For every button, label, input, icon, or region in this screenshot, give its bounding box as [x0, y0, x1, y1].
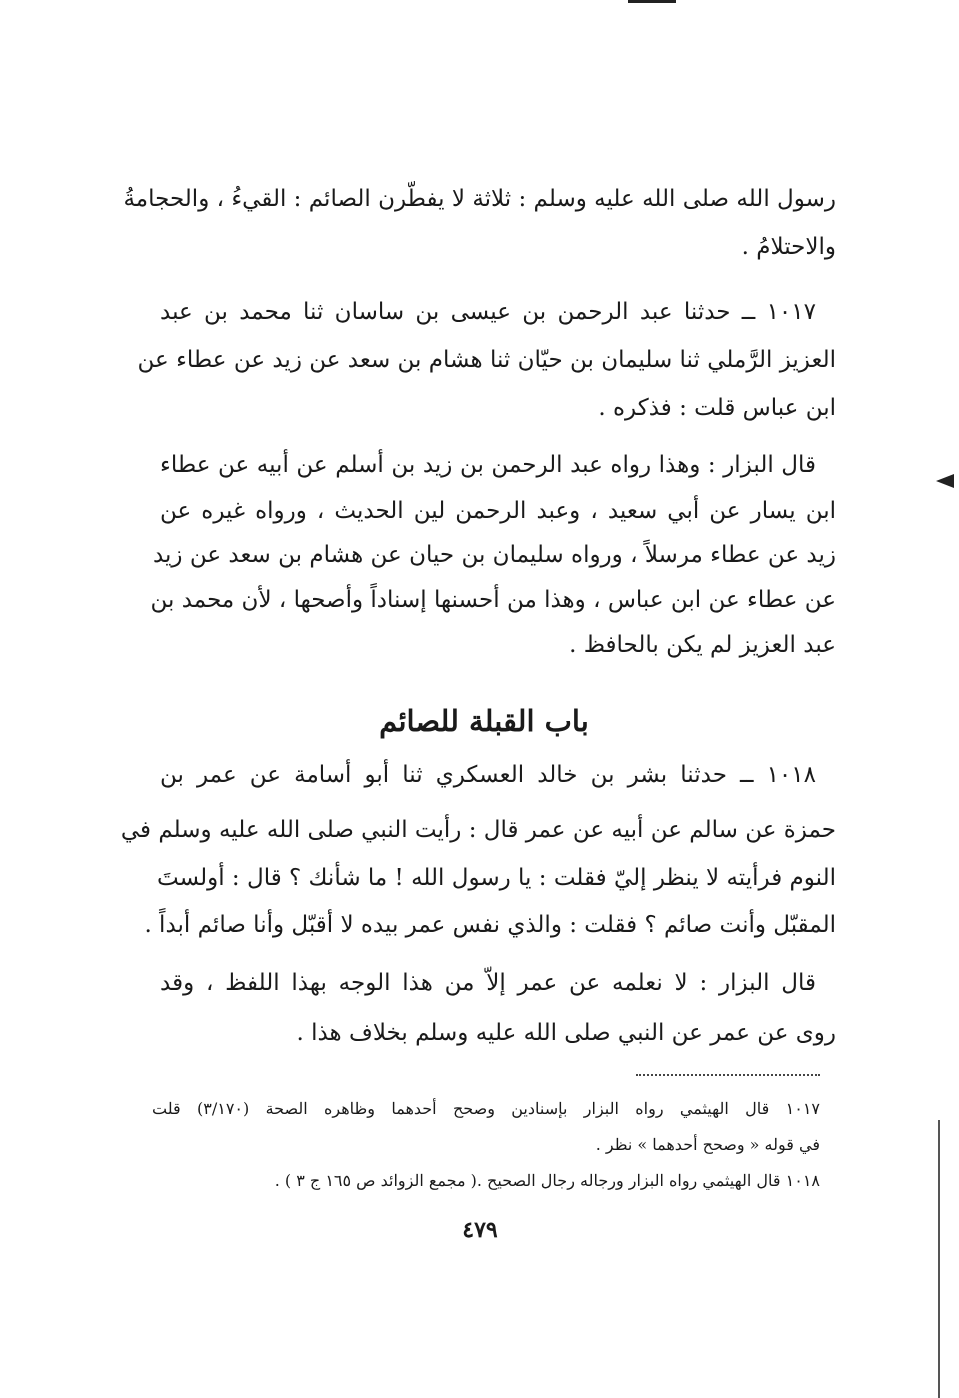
text-line: حمزة عن سالم عن أبيه عن عمر قال : رأيت النبي صلى الله عليه وسلم في [120, 817, 836, 843]
text-line: النوم فرأيته لا ينظر إليّ فقلت : يا رسول الله ! ما شأنك ؟ قال : أولستَ [157, 865, 836, 891]
text-line: رسول الله صلى الله عليه وسلم : ثلاثة لا يفطّرن الصائم : القيءُ ، والحجامةُ [123, 186, 836, 212]
text-line: روى عن عمر عن النبي صلى الله عليه وسلم بخلاف هذا . [296, 1020, 836, 1046]
text-line: والاحتلامُ . [741, 234, 836, 260]
top-rule [628, 0, 676, 3]
footnote-separator [636, 1074, 820, 1076]
text-line: عبد العزيز لم يكن بالحافظ . [569, 632, 836, 658]
text-line: العزيز الرَّملي ثنا سليمان بن حيّان ثنا هشام بن سعد عن زيد عن عطاء عن [137, 347, 836, 373]
text-line: عن عطاء عن ابن عباس ، وهذا من أحسنها إسناداً وأصحها ، لأن محمد بن [150, 587, 836, 613]
margin-scan-line [938, 1120, 940, 1398]
footnote-line: في قوله « وصحح أحدهما » نظر . [595, 1135, 820, 1154]
text-line: ابن عباس قلت : فذكره . [598, 395, 836, 421]
footnote-line: ١٠١٨ قال الهيثمي رواه البزار ورجاله رجال الصحيح .( مجمع الزوائد ص ١٦٥ ج ٣ ) . [274, 1171, 820, 1190]
footnote-line: ١٠١٧ قال الهيثمي رواه البزار بإسنادين وصحح أحدهما وظاهره الصحة (٣/١٧٠) قلت [152, 1099, 820, 1118]
text-line: ابن يسار عن أبي سعيد ، وعبد الرحمن لين الحديث ، ورواه غيره عن [160, 498, 836, 524]
section-heading: باب القبلة للصائم [379, 704, 589, 738]
text-line: زيد عن عطاء مرسلاً ، ورواه سليمان بن حيان عن هشام بن سعد عن زيد [152, 542, 836, 568]
text-line: ١٠١٧ ــ حدثنا عبد الرحمن بن عيسى بن ساسان ثنا محمد بن عبد [160, 299, 816, 325]
text-line: المقبّل وأنت صائم ؟ فقلت : والذي نفس عمر بيده لا أقبّل وأنا صائم أبداً . [144, 912, 836, 938]
text-line: ١٠١٨ ــ حدثنا بشر بن خالد العسكري ثنا أبو أسامة عن عمر بن [160, 762, 816, 788]
text-line: قال البزار : لا نعلمه عن عمر إلاّ من هذا الوجه بهذا اللفظ ، وقد [160, 970, 816, 996]
margin-arrow-mark [936, 474, 954, 488]
text-line: قال البزار : وهذا رواه عبد الرحمن بن زيد بن أسلم عن أبيه عن عطاء [160, 452, 816, 478]
page-number: ٤٧٩ [462, 1217, 498, 1243]
